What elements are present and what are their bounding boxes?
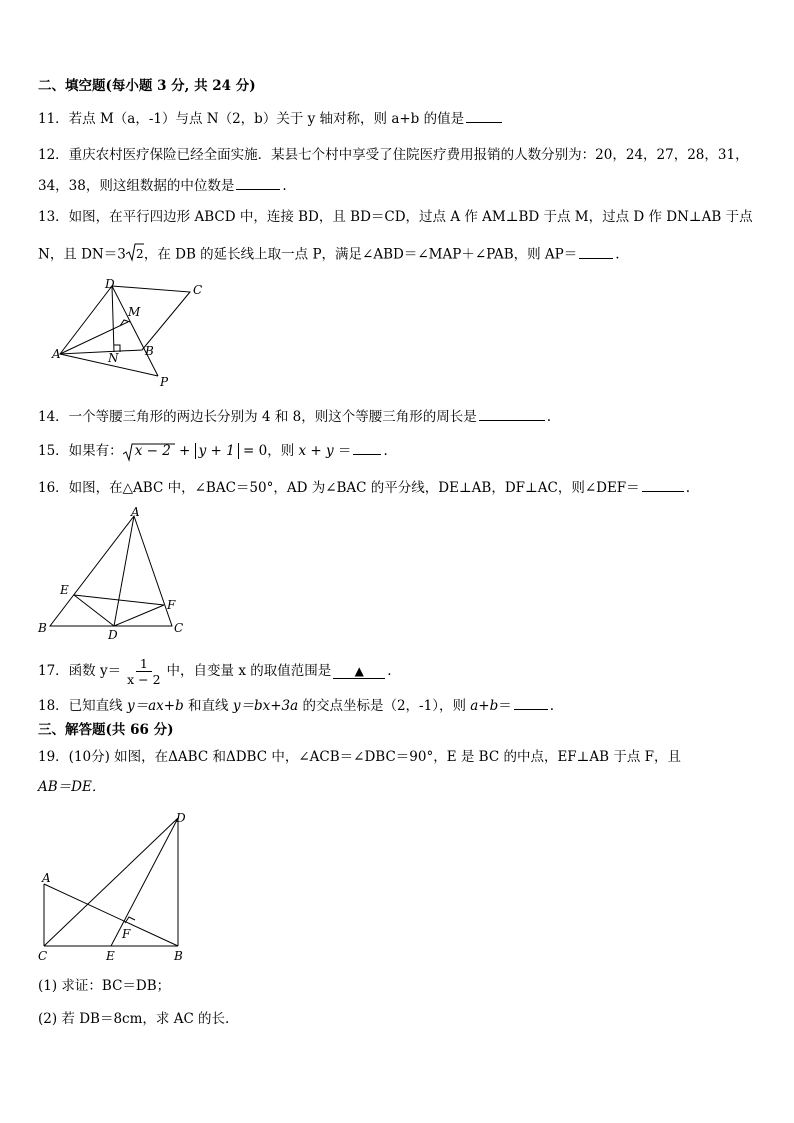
line-dn — [112, 286, 114, 352]
answer-blank-14[interactable] — [479, 406, 545, 421]
answer-blank-16[interactable] — [642, 477, 684, 492]
label-N: N — [108, 351, 119, 365]
question-12-line2-text: 34，38，则这组数据的中位数是 — [38, 178, 235, 194]
label-E: E — [106, 949, 115, 963]
question-17-prefix: 17．函数 y＝ — [38, 663, 122, 679]
question-18-text-a: 18．已知直线 — [38, 698, 127, 714]
question-18-text-b: 和直线 — [183, 698, 233, 714]
line-ad — [114, 516, 134, 626]
label-F: F — [167, 598, 176, 612]
line-dp — [112, 286, 158, 376]
question-19-part2: (2) 若 DB＝8cm，求 AC 的长. — [38, 1011, 230, 1027]
question-15: 15．如果有： x − 2 + y + 1 = 0，则 x + y ＝ . — [38, 440, 388, 462]
label-F: F — [122, 927, 131, 941]
sqrt-x-minus-2 — [123, 441, 175, 462]
label-P: P — [160, 375, 169, 389]
fraction-denominator: x − 2 — [127, 672, 161, 687]
label-E: E — [60, 583, 69, 597]
question-13-line2b: ，在 DB 的延长线上取一点 P，满足∠ABD＝∠MAP＋∠PAB，则 AP＝ — [143, 246, 578, 263]
question-19-line1: 19．(10分) 如图，在ΔABC 和ΔDBC 中，∠ACB＝∠DBC＝90°，E 是 BC 的中点，EF⊥AB 于点 F，且 — [38, 749, 681, 765]
label-B: B — [38, 621, 47, 635]
question-17: 17．函数 y＝ $\frac{1}{x - 2}$ 中，自变量 x 的取值范围是 ▲ . — [38, 656, 392, 687]
label-C: C — [38, 949, 48, 963]
answer-blank-18[interactable] — [514, 695, 548, 710]
line-de — [74, 595, 114, 626]
answer-blank-15[interactable] — [353, 440, 381, 455]
question-12-line2: 34，38，则这组数据的中位数是 . — [38, 175, 287, 196]
section-title-fill-in: 二、填空题(每小题 3 分, 共 24 分) — [38, 78, 256, 94]
question-15-prefix: 15．如果有： — [38, 443, 123, 459]
label-M: M — [128, 305, 141, 319]
question-16-text: 16．如图，在△ABC 中，∠BAC＝50°，AD 为∠BAC 的平分线，DE⊥AB，DF⊥AC，则∠DEF＝ — [38, 480, 640, 496]
question-17-suffix: 中，自变量 x 的取值范围是 — [166, 663, 332, 679]
question-19-part1: (1) 求证：BC＝DB； — [38, 978, 171, 994]
label-D: D — [108, 628, 118, 640]
question-19-line2: AB＝DE． — [38, 779, 106, 795]
label-A: A — [131, 505, 140, 519]
fraction-numerator: 1 — [136, 656, 152, 672]
question-18: 18．已知直线 y＝ax+b 和直线 y＝bx+3a 的交点坐标是（2，-1），则 a+b＝ . — [38, 695, 554, 716]
line-cd — [44, 818, 178, 946]
question-13-line2: N，且 DN＝3 2 ，在 DB 的延长线上取一点 P，满足∠ABD＝∠MAP＋∠PAB，则 AP＝ . — [38, 242, 620, 268]
line-df — [114, 605, 164, 626]
question-18-text-d: ＝ — [498, 698, 512, 714]
question-15-eq: = 0，则 — [238, 443, 299, 459]
label-B: B — [145, 344, 154, 358]
question-12-line1: 12．重庆农村医疗保险已经全面实施．某县七个村中享受了住院医疗费用报销的人数分别为：20，24，27，28，31， — [38, 147, 749, 163]
question-18-text-c: 的交点坐标是（2，-1），则 — [298, 698, 471, 714]
label-C: C — [193, 283, 203, 297]
question-14: 14．一个等腰三角形的两边长分别为 4 和 8，则这个等腰三角形的周长是 . — [38, 406, 551, 427]
abs-y-plus-1: y + 1 — [195, 443, 239, 459]
coef-3: 3 — [117, 246, 126, 263]
question-15-suffix: ＝ — [333, 443, 352, 459]
label-A: A — [52, 347, 61, 361]
sqrt-2 — [126, 242, 144, 268]
label-A: A — [42, 871, 51, 885]
sqrt-2-radicand: 2 — [135, 247, 144, 261]
expr-a-plus-b: a+b — [470, 698, 499, 714]
figure-triangle-bisector — [34, 504, 194, 640]
line-2-equation: y＝bx+3a — [232, 698, 299, 714]
figure-parallelogram — [50, 278, 210, 390]
question-11 — [38, 108, 504, 129]
question-13-line2a: N，且 DN＝ — [38, 246, 118, 263]
section-title-solutions: 三、解答题(共 66 分) — [38, 722, 174, 738]
fraction-1-over-x-minus-2 — [123, 656, 164, 687]
plus-sign: + — [174, 443, 195, 459]
answer-blank-11[interactable] — [466, 108, 502, 123]
line-am — [60, 322, 128, 354]
question-14-text: 14．一个等腰三角形的两边长分别为 4 和 8，则这个等腰三角形的周长是 — [38, 409, 477, 425]
answer-blank-13[interactable] — [579, 244, 613, 259]
line-ab — [44, 884, 178, 946]
radicand-x-minus-2: x − 2 — [134, 443, 171, 460]
label-C: C — [174, 621, 184, 635]
question-16: 16．如图，在△ABC 中，∠BAC＝50°，AD 为∠BAC 的平分线，DE⊥AB，DF⊥AC，则∠DEF＝ . — [38, 477, 690, 498]
answer-blank-17[interactable]: ▲ — [333, 664, 385, 679]
line-1-equation: y＝ax+b — [126, 698, 184, 714]
label-D: D — [176, 811, 186, 825]
label-B: B — [174, 949, 183, 963]
question-13-line1: 13．如图，在平行四边形 ABCD 中，连接 BD，且 BD＝CD，过点 A 作 AM⊥BD 于点 M，过点 D 作 DN⊥AB 于点 — [38, 209, 753, 225]
label-D: D — [105, 278, 115, 291]
expr-x-plus-y: x + y — [298, 443, 334, 459]
figure-right-triangles — [32, 808, 196, 964]
answer-blank-12[interactable] — [236, 175, 280, 190]
question-11-text: 11．若点 M（a，-1）与点 N（2，b）关于 y 轴对称，则 a+b 的值是 — [38, 111, 465, 127]
